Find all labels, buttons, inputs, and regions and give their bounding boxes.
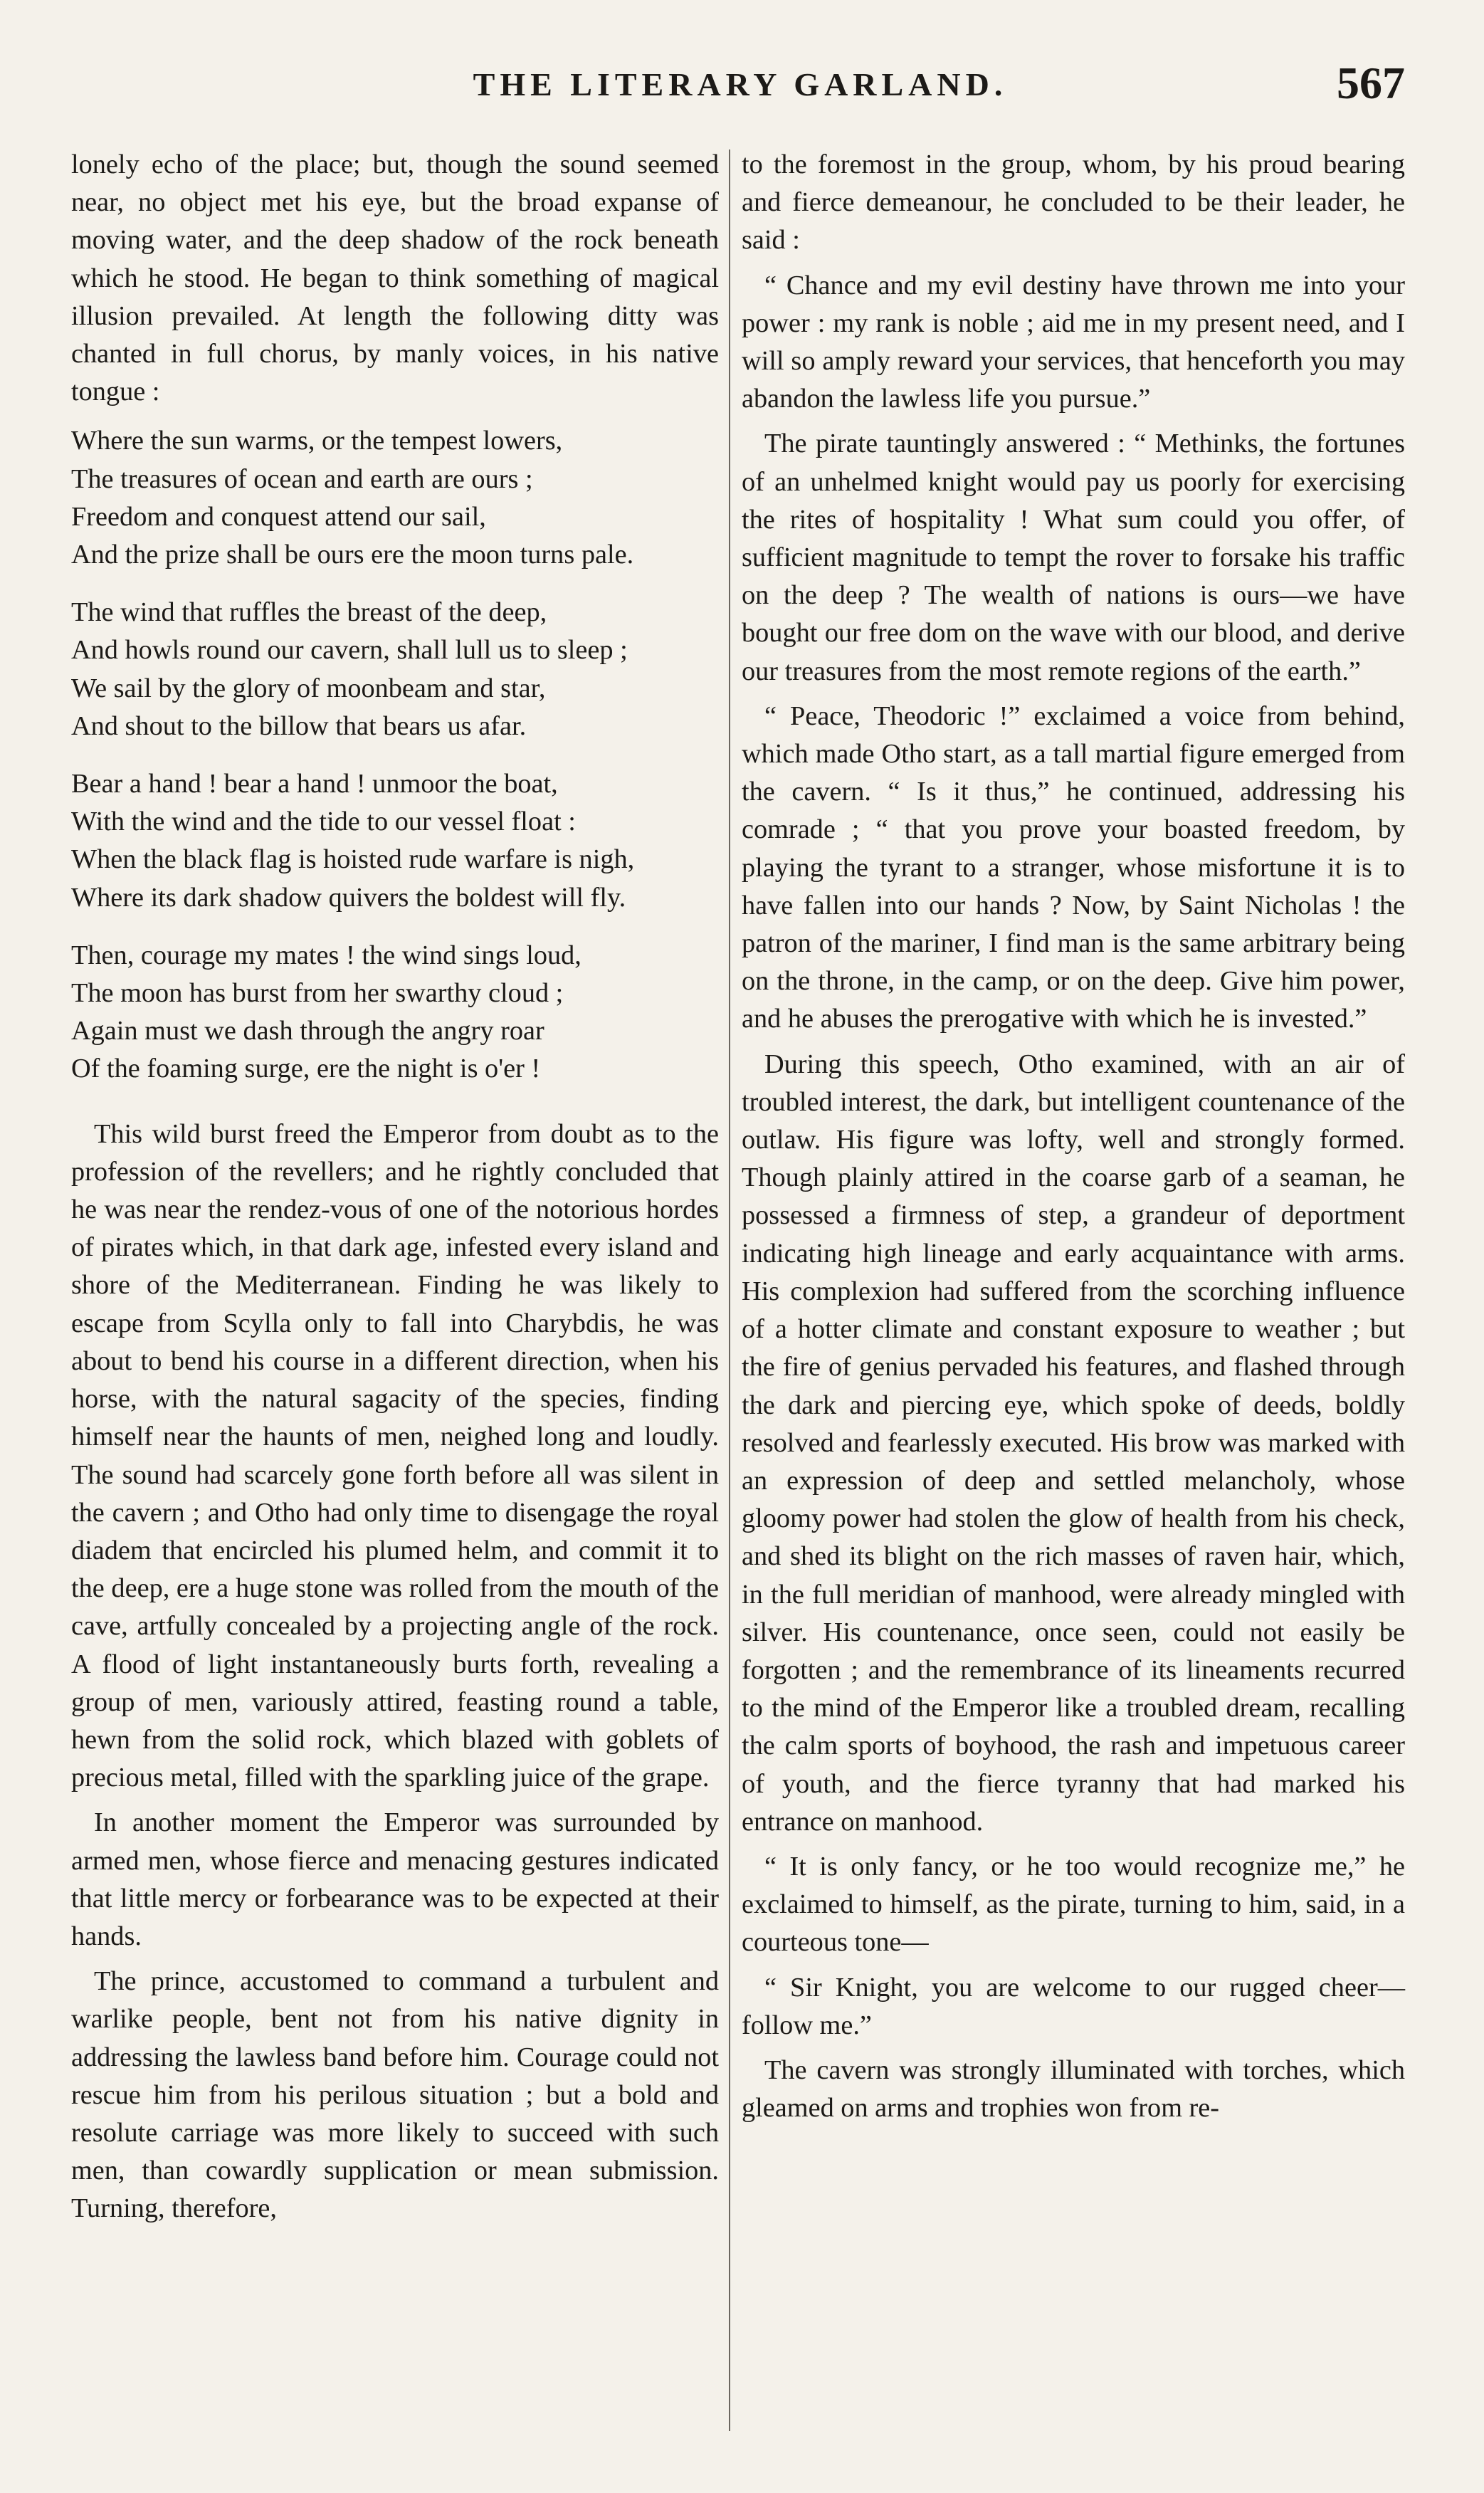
- body-paragraph: This wild burst freed the Emperor from doubt as to the profession of the revellers; and he rightly concluded that he was near the rendez-vous of one of the notorious hordes of pirates which, in that dark age, infested every island and shore of the Mediterranean. Finding he was likely to escape from Scylla only to fall into Charybdis, he was about to bend his course in a different direction, when his horse, with the natural sagacity of the species, finding himself near the haunts of men, neighed long and loudly. The sound had scarcely gone forth before all was silent in the cavern ; and Otho had only time to disengage the royal diadem that encircled his plumed helm, and commit it to the deep, ere a huge stone was rolled from the mouth of the cave, artfully concealed by a projecting angle of the rock. A flood of light instantaneously burts forth, revealing a group of men, variously attired, feasting round a table, hewn from the solid rock, which blazed with goblets of precious metal, filled with the sparkling juice of the grape.: [71, 1118, 719, 1793]
- body-paragraph: During this speech, Otho examined, with an air of troubled interest, the dark, but intelligent countenance of the outlaw. His figure was lofty, well and strongly formed. Though plainly attired in the coarse garb of a seaman, he possessed a firmness of step, a grandeur of deportment indicating high lineage and early acquaintance with arms. His complexion had suffered from the scorching influence of a hotter climate and constant exposure to weather ; but the fire of genius pervaded his features, and flashed through the dark and piercing eye, which spoke of deeds, boldly resolved and fearlessly executed. His brow was marked with an expression of deep and settled melancholy, whose gloomy power had stolen the glow of health from his check, and shed its blight on the rich masses of raven hair, which, in the full meridian of manhood, were already mingled with silver. His countenance, once seen, could not easily be forgotten ; and the remembrance of its lineaments recurred to the mind of the Emperor like a troubled dream, recalling the calm sports of boyhood, the rash and impetuous career of youth, and the fierce tyranny that had marked his entrance on manhood.: [742, 1049, 1405, 1837]
- body-paragraph: The cavern was strongly illuminated with torches, which gleamed on arms and trophies won from re-: [742, 2054, 1405, 2124]
- column-divider: [729, 149, 730, 2431]
- poem-line: Of the foaming surge, ere the night is o'er !: [71, 1054, 541, 1084]
- body-paragraph: The pirate tauntingly answered : “ Methinks, the fortunes of an unhelmed knight would pay us poorly for exercising the rites of hospitality ! What sum could you offer, of sufficient magnitude to tempt the rover to forsake his traffic on the deep ? The wealth of nations is ours—we have bought our free dom on the wave with our blood, and derive our treasures from the most remote regions of the earth.”: [742, 429, 1405, 686]
- running-title: THE LITERARY GARLAND.: [473, 66, 1008, 103]
- body-paragraph: “ Chance and my evil destiny have thrown me into your power : my rank is noble ; aid me in my present need, and I will so amply reward your services, that henceforth you may abandon the lawless life you pursue.”: [742, 270, 1405, 414]
- body-paragraph: “ Sir Knight, you are welcome to our rugged cheer—follow me.”: [742, 1972, 1405, 2040]
- poem-line: Again must we dash through the angry roar: [71, 1016, 544, 1046]
- poem-line: And the prize shall be ours ere the moon turns pale.: [71, 540, 634, 570]
- poem-line: The moon has burst from her swarthy cloud ;: [71, 978, 564, 1009]
- poem-line: Then, courage my mates ! the wind sings loud,: [71, 940, 582, 970]
- right-column: [742, 146, 1405, 2127]
- poem-line: With the wind and the tide to our vessel float :: [71, 807, 576, 837]
- poem-line: We sail by the glory of moonbeam and star,: [71, 673, 546, 703]
- poem-line: Where the sun warms, or the tempest lowers,: [71, 426, 563, 456]
- page-header: [71, 58, 1409, 122]
- poem-line: When the black flag is hoisted rude warfare is nigh,: [71, 844, 635, 875]
- body-paragraph: “ It is only fancy, or he too would recognize me,” he exclaimed to himself, as the pirate, turning to him, said, in a courteous tone—: [742, 1851, 1405, 1958]
- poem-line: Freedom and conquest attend our sail,: [71, 501, 486, 532]
- poem-stanza-2: [71, 594, 719, 745]
- poem-line: Where its dark shadow quivers the boldest will fly.: [71, 882, 626, 913]
- poem-line: And shout to the billow that bears us afar.: [71, 710, 527, 741]
- body-paragraph: to the foremost in the group, whom, by his proud bearing and fierce demeanour, he concluded to be their leader, he said :: [742, 149, 1405, 256]
- body-paragraph: The prince, accustomed to command a turbulent and warlike people, bent not from his native dignity in addressing the lawless band before him. Courage could not rescue him from his perilous situation ; but a bold and resolute carriage was more likely to succeed with such men, than cowardly supplication or mean submission. Turning, therefore,: [71, 1966, 719, 2224]
- body-paragraph: In another moment the Emperor was surrounded by armed men, whose fierce and menacing gestures indicated that little mercy or forbearance was to be expected at their hands.: [71, 1807, 719, 1951]
- poem-line: And howls round our cavern, shall lull us to sleep ;: [71, 635, 628, 666]
- poem-stanza-3: [71, 765, 719, 917]
- left-column: [71, 146, 719, 2228]
- opening-paragraph: lonely echo of the place; but, though the sound seemed near, no object met his eye, but the broad expanse of moving water, and the deep shadow of the rock beneath which he stood. He began to think something of magical illusion prevailed. At length the following ditty was chanted in full chorus, by manly voices, in his native tongue :: [71, 149, 719, 407]
- poem-stanza-1: [71, 422, 719, 574]
- poem-line: Bear a hand ! bear a hand ! unmoor the boat,: [71, 769, 558, 799]
- poem-line: The treasures of ocean and earth are ours ;: [71, 463, 533, 494]
- body-paragraph: “ Peace, Theodoric !” exclaimed a voice from behind, which made Otho start, as a tall martial figure emerged from the cavern. “ Is it thus,” he continued, addressing his comrade ; “ that you prove your boasted freedom, by playing the tyrant to a stranger, whose misfortune it is to have fallen into our hands ? Now, by Saint Nicholas ! the patron of the mariner, I find man is the same arbitrary being on the throne, in the camp, or on the deep. Give him power, and he abuses the prerogative with which he is invested.”: [742, 700, 1405, 1034]
- poem-line: The wind that ruffles the breast of the deep,: [71, 597, 547, 628]
- page-number: 567: [1337, 58, 1405, 108]
- poem-stanza-4: [71, 937, 719, 1088]
